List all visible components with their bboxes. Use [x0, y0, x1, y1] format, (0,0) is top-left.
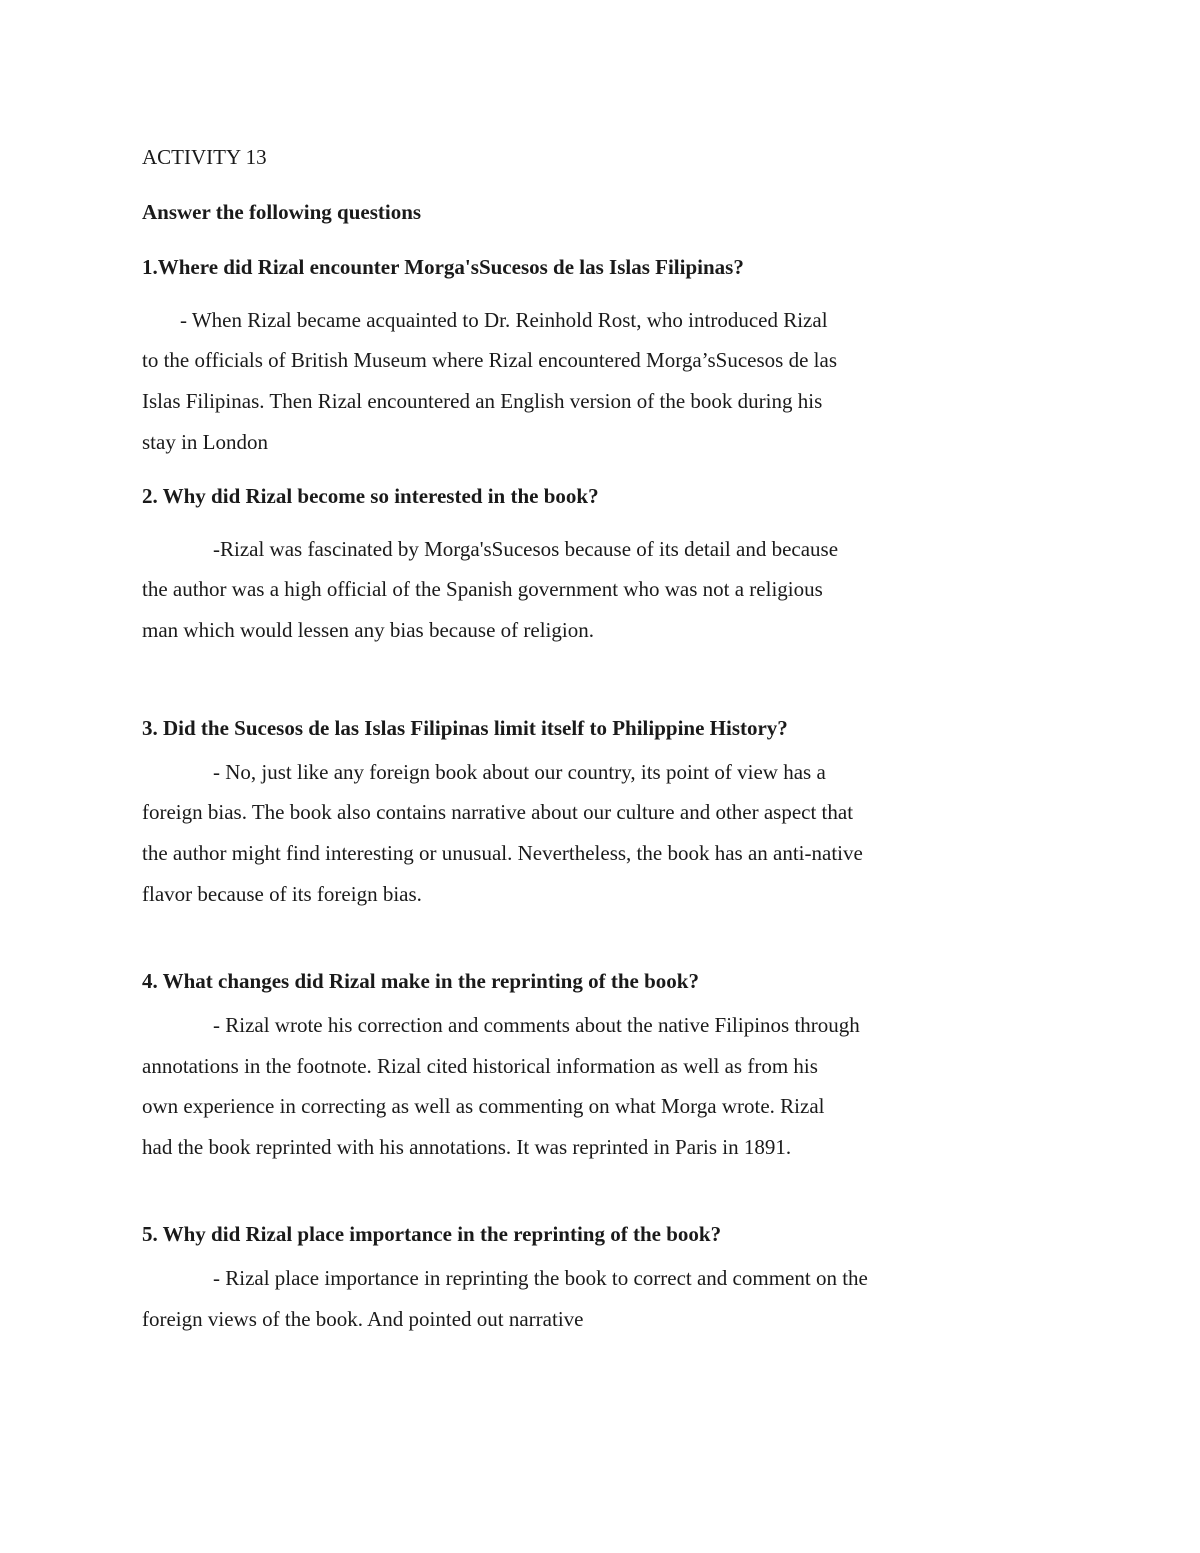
answer-1-line-3: Islas Filipinas. Then Rizal encountered an English version of the book during his: [142, 389, 823, 413]
question-4: 4. What changes did Rizal make in the reprinting of the book?: [142, 969, 699, 993]
question-3: 3. Did the Sucesos de las Islas Filipinas limit itself to Philippine History?: [142, 716, 788, 740]
answer-2-line-1: -Rizal was fascinated by Morga'sSucesos because of its detail and because: [213, 537, 839, 561]
answer-3-line-3: the author might find interesting or unusual. Nevertheless, the book has an anti-native: [142, 841, 863, 865]
answer-4-line-1: - Rizal wrote his correction and comments about the native Filipinos through: [213, 1013, 860, 1037]
answer-3-line-1: - No, just like any foreign book about our country, its point of view has a: [213, 760, 826, 784]
question-5: 5. Why did Rizal place importance in the reprinting of the book?: [142, 1222, 722, 1246]
answer-4-line-2: annotations in the footnote. Rizal cited historical information as well as from his: [142, 1054, 818, 1078]
answer-3-line-4: flavor because of its foreign bias.: [142, 882, 422, 906]
question-2: 2. Why did Rizal become so interested in the book?: [142, 484, 599, 508]
answer-5-line-2: foreign views of the book. And pointed out narrative: [142, 1307, 584, 1331]
answer-2-line-2: the author was a high official of the Spanish government who was not a religious: [142, 577, 823, 601]
document-title: ACTIVITY 13: [142, 145, 267, 169]
instruction-heading: Answer the following questions: [142, 200, 422, 224]
answer-1-line-1: - When Rizal became acquainted to Dr. Reinhold Rost, who introduced Rizal: [180, 308, 828, 332]
question-1: 1.Where did Rizal encounter Morga'sSucesos de las Islas Filipinas?: [142, 255, 744, 279]
answer-3-line-2: foreign bias. The book also contains narrative about our culture and other aspect that: [142, 800, 854, 824]
answer-2-line-3: man which would lessen any bias because of religion.: [142, 618, 594, 642]
answer-4-line-3: own experience in correcting as well as commenting on what Morga wrote. Rizal: [142, 1094, 825, 1118]
answer-4-line-4: had the book reprinted with his annotations. It was reprinted in Paris in 1891.: [142, 1135, 792, 1159]
answer-5-line-1: - Rizal place importance in reprinting the book to correct and comment on the: [213, 1266, 868, 1290]
answer-1-line-2: to the officials of British Museum where Rizal encountered Morga’sSucesos de las: [142, 348, 837, 372]
answer-1-line-4: stay in London: [142, 430, 268, 454]
